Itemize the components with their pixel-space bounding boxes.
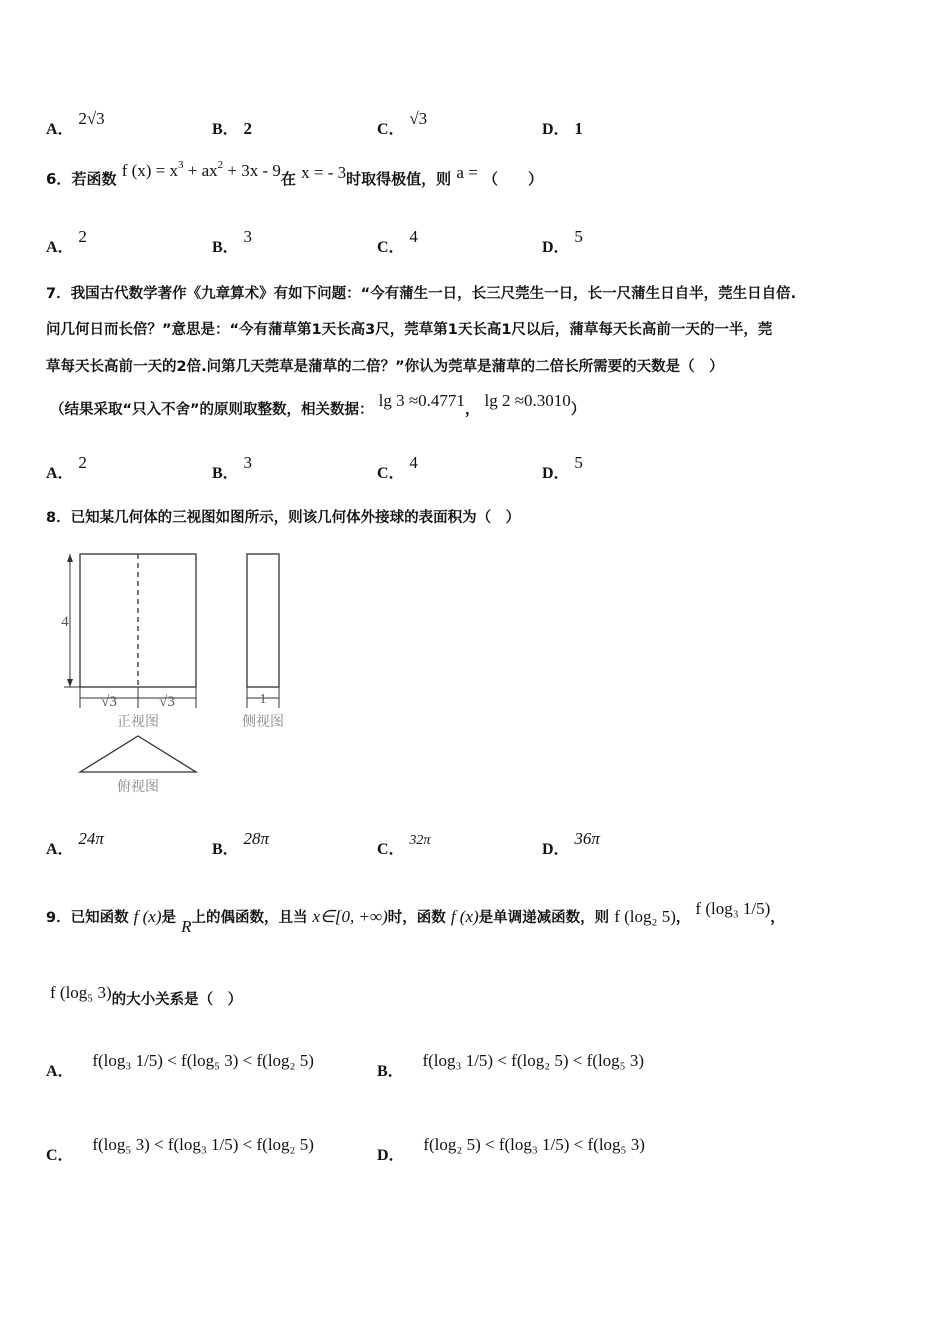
arrow-up-icon — [67, 554, 73, 562]
q6-post: 时取得极值，则 — [346, 170, 452, 188]
q9-log3-15: f (log₃ 1/5) — [695, 899, 771, 918]
q9-option-d[interactable] — [377, 1135, 645, 1165]
q9-mid2: 时，函数 — [387, 910, 446, 926]
side-width-label: 1 — [259, 692, 267, 707]
option-label: A． — [46, 465, 74, 482]
option-label: D． — [542, 841, 570, 858]
option-label: D． — [377, 1147, 405, 1164]
q6-pre: 若函数 — [71, 170, 117, 188]
q6-stem — [46, 159, 544, 189]
q8-option-a[interactable] — [46, 829, 104, 859]
q7-option-c[interactable] — [377, 453, 418, 483]
option-label: A． — [46, 239, 74, 256]
top-view-triangle — [80, 736, 196, 772]
side-view-rect — [247, 554, 279, 687]
option-label: A． — [46, 841, 74, 858]
option-value: 2 — [78, 227, 87, 246]
q6-paren: （ ） — [483, 170, 544, 188]
q9-log25: f (log₂ 5) — [614, 907, 676, 926]
option-value: 32π — [409, 833, 431, 848]
option-value: f(log₂ 5) < f(log₃ 1/5) < f(log₅ 3) — [423, 1135, 645, 1154]
q9-option-b[interactable] — [377, 1051, 645, 1081]
q6-condition: x = - 3 — [301, 163, 347, 182]
q8-option-b[interactable] — [212, 829, 269, 859]
q9-mid3: 是单调递减函数，则 — [478, 910, 610, 926]
option-value: 5 — [574, 453, 583, 472]
option-value: 3 — [243, 453, 252, 472]
arrow-down-icon — [67, 679, 73, 687]
q7-line-1: 7．我国古代数学著作《九章算术》有如下问题：“今有蒲生一日，长三尺莞生一日，长一尺蒲生日自半，莞生日自倍. — [46, 286, 797, 302]
option-value: 28π — [243, 829, 269, 848]
option-value: 2 — [243, 119, 252, 138]
front-view-label: 正视图 — [117, 714, 159, 730]
option-label: C． — [377, 121, 405, 138]
side-view-label: 侧视图 — [242, 714, 284, 730]
option-label: D． — [542, 239, 570, 256]
q5-option-c[interactable] — [377, 109, 428, 139]
option-label: B． — [212, 841, 239, 858]
q6-option-a[interactable] — [46, 227, 87, 257]
q9-line2: 的大小关系是（ ） — [111, 992, 243, 1008]
q8-option-d[interactable] — [542, 829, 600, 859]
q7-lg3: lg 3 ≈0.4771 — [378, 391, 465, 410]
height-label: 4 — [61, 614, 69, 630]
q7-lg2: lg 2 ≈0.3010 — [484, 391, 571, 410]
func-part: + 3x - 9 — [227, 161, 281, 180]
q5-option-d[interactable] — [542, 116, 583, 139]
option-value: 3 — [243, 227, 252, 246]
q9-R: R — [181, 917, 192, 936]
q6-option-d[interactable] — [542, 227, 583, 257]
three-view-figure — [50, 540, 310, 805]
option-value: f(log₅ 3) < f(log₃ 1/5) < f(log₂ 5) — [92, 1135, 314, 1154]
q9-fx-2: f (x) — [450, 907, 479, 926]
q9-mid: 上的偶函数，且当 — [191, 910, 308, 926]
option-value: f(log₃ 1/5) < f(log₅ 3) < f(log₂ 5) — [92, 1051, 314, 1070]
option-value: 36π — [574, 829, 600, 848]
q9-stem-line-2 — [50, 983, 243, 1009]
q9-log53: f (log₅ 3) — [50, 983, 112, 1002]
option-value: 2√3 — [78, 109, 105, 128]
q9-option-c[interactable] — [46, 1135, 314, 1165]
option-label: C． — [46, 1147, 74, 1164]
option-label: C． — [377, 465, 405, 482]
q7-note-end: ） — [570, 402, 586, 418]
q9-pre: 9．已知函数 — [46, 910, 129, 926]
q5-option-b[interactable] — [212, 116, 252, 139]
q7-option-b[interactable] — [212, 453, 252, 483]
option-label: C． — [377, 841, 405, 858]
q8-option-c[interactable] — [377, 833, 431, 859]
q9-end-comma: ， — [770, 910, 785, 926]
q7-note: （结果采取“只入不舍”的原则取整数，相关数据： — [50, 402, 374, 418]
option-value: 4 — [409, 227, 418, 246]
option-value: 2 — [78, 453, 87, 472]
option-label: D． — [542, 465, 570, 482]
width-right-label: √3 — [159, 694, 175, 710]
option-value: √3 — [409, 109, 428, 128]
q8-stem: 8．已知某几何体的三视图如图所示，则该几何体外接球的表面积为（ ） — [46, 510, 521, 526]
option-value: f(log₃ 1/5) < f(log₂ 5) < f(log₅ 3) — [422, 1051, 645, 1070]
q7-comma: ， — [464, 402, 480, 418]
q5-option-a[interactable] — [46, 109, 105, 139]
q9-is: 是 — [161, 910, 176, 926]
option-value: 1 — [574, 119, 583, 138]
q7-option-a[interactable] — [46, 453, 87, 483]
q6-option-c[interactable] — [377, 227, 418, 257]
option-value: 5 — [574, 227, 583, 246]
q9-option-a[interactable] — [46, 1051, 314, 1081]
top-view-label: 俯视图 — [117, 779, 159, 795]
q9-fx: f (x) — [133, 907, 162, 926]
option-label: A． — [46, 121, 74, 138]
option-label: B． — [377, 1063, 404, 1080]
option-value: 4 — [409, 453, 418, 472]
option-label: B． — [212, 239, 239, 256]
q7-line-4 — [50, 391, 586, 419]
q7-line-2: 问几何日而长倍？”意思是：“今有蒲草第1天长高3尺，莞草第1天长高1尺以后，蒲草每天长高前一天的一半，莞 — [46, 322, 773, 338]
q6-mid: 在 — [280, 170, 296, 188]
func-part: f (x) = x — [121, 161, 179, 180]
option-value: 24π — [78, 829, 104, 848]
option-label: B． — [212, 465, 239, 482]
option-label: C． — [377, 239, 405, 256]
q7-line-3: 草每天长高前一天的2倍.问第几天莞草是蒲草的二倍？”你认为莞草是蒲草的二倍长所需要的天数是（ ） — [46, 359, 724, 375]
q9-sep: ， — [675, 910, 691, 926]
option-label: A． — [46, 1063, 74, 1080]
q6-var: a = — [456, 163, 478, 182]
width-left-label: √3 — [101, 694, 117, 710]
q9-interval: x∈[0, +∞) — [312, 907, 388, 926]
question-number: 6． — [46, 170, 72, 188]
q7-option-d[interactable] — [542, 453, 583, 483]
q9-stem-line-1 — [46, 899, 785, 936]
option-label: B． — [212, 121, 239, 138]
q6-option-b[interactable] — [212, 227, 252, 257]
func-part: + ax — [187, 161, 218, 180]
option-label: D． — [542, 121, 570, 138]
q6-function: f $(x) = x^3 + ax^2 + 3x - 9$ — [121, 159, 281, 180]
